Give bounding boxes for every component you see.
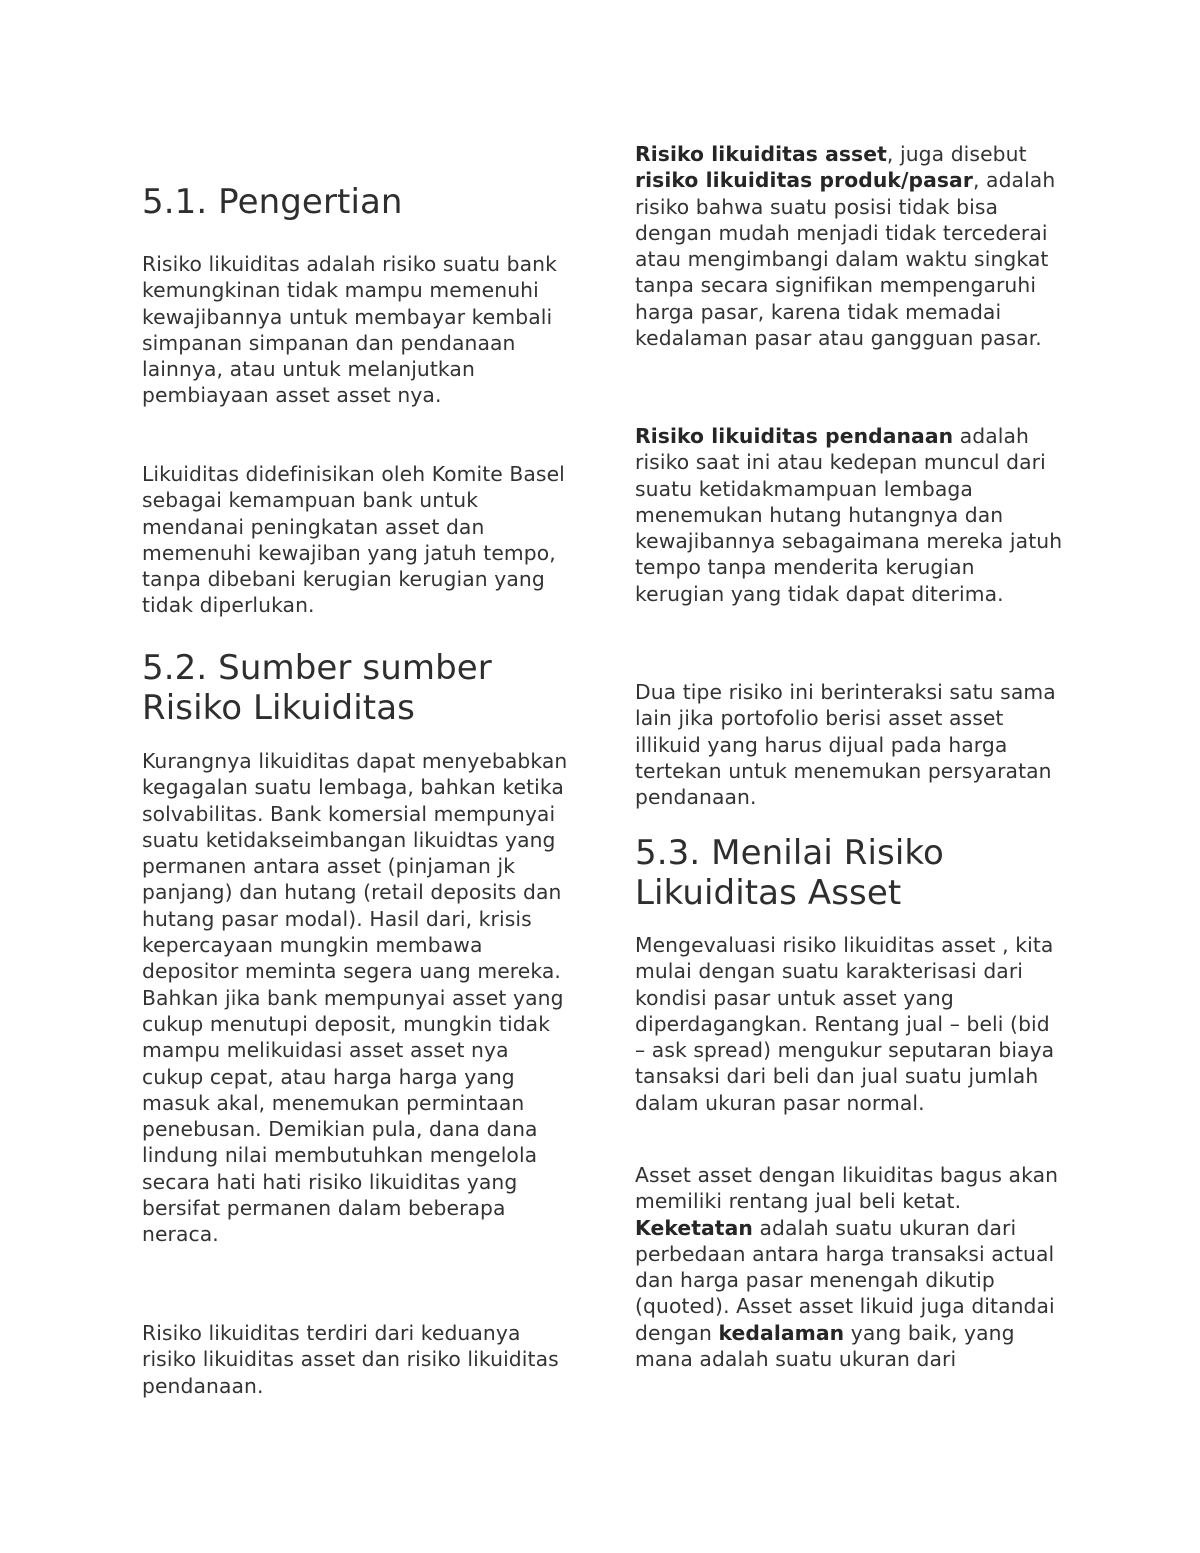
section-5-3-paragraph-2 — [635, 1162, 1063, 1372]
funding-liquidity-risk-term: Risiko likuiditas pendanaan — [635, 424, 954, 448]
section-5-2-paragraph-2: Risiko likuiditas terdiri dari keduanya risiko likuiditas asset dan risiko likuiditas pendanaan. — [142, 1321, 559, 1398]
funding-liquidity-risk-paragraph — [635, 423, 1063, 607]
tightness-term: Keketatan — [635, 1215, 753, 1240]
depth-term: kedalaman — [718, 1320, 845, 1345]
asset-liquidity-risk-paragraph — [635, 141, 1063, 351]
asset-liquidity-risk-text-2: , adalah risiko bahwa suatu posisi tidak bisa dengan mudah menjadi tidak tercederai atau mengimbangi dalam waktu singkat tanpa secara signifikan mempengaruhi harga pasar, karena tidak memadai kedalaman pasar atau gangguan pasar. — [635, 168, 1056, 351]
funding-liquidity-risk-text: adalah risiko saat ini atau kedepan muncul dari suatu ketidakmampuan lembaga menemukan hutang hutangnya dan kewajibannya sebagaimana mereka jatuh tempo tanpa menderita kerugian kerugian yang tidak dapat diterima. — [635, 424, 1063, 606]
section-5-1-paragraph-1: Risiko likuiditas adalah risiko suatu bank kemungkinan tidak mampu memenuhi kewajibannya untuk membayar kembali simpanan simpanan dan pendanaan lainnya, atau untuk melanjutkan pembiayaan asset asset nya. — [142, 252, 557, 408]
risk-interaction-paragraph: Dua tipe risiko ini berinteraksi satu sama lain jika portofolio berisi asset asset illikuid yang harus dijual pada harga tertekan untuk menemukan persyaratan pendanaan. — [635, 680, 1056, 810]
product-market-liquidity-risk-term: risiko likuiditas produk/pasar — [635, 168, 973, 193]
section-5-3-p2-text-3: yang baik, yang mana adalah suatu ukuran dari — [635, 1320, 1015, 1372]
section-5-3-heading: 5.3. Menilai Risiko Likuiditas Asset — [635, 833, 944, 913]
section-5-3-p2-text-1: Asset asset dengan likuiditas bagus akan memiliki rentang jual beli ketat. — [635, 1163, 1059, 1214]
asset-liquidity-risk-text-1: , juga disebut — [886, 142, 1027, 166]
section-5-3-p2-text-2: adalah suatu ukuran dari perbedaan antara harga transaksi actual dan harga pasar menengah dikutip (quoted). Asset asset likuid juga ditandai dengan — [635, 1215, 1055, 1345]
section-5-2-paragraph-1: Kurangnya likuiditas dapat menyebabkan kegagalan suatu lembaga, bahkan ketika solvabilitas. Bank komersial mempunyai suatu ketidakseimbangan likuidtas yang permanen antara asset (pinjaman jk panjang) dan hutang (retail deposits dan hutang pasar modal). Hasil dari, krisis kepercayaan mungkin membawa depositor meminta segera uang mereka. Bahkan jika bank mempunyai asset yang cukup menutupi deposit, mungkin tidak mampu melikuidasi asset asset nya cukup cepat, atau harga harga yang masuk akal, menemukan permintaan penebusan. Demikian pula, dana dana lindung nilai membutuhkan mengelola secara hati hati risiko likuiditas yang bersifat permanen dalam beberapa neraca. — [142, 749, 568, 1247]
section-5-2-heading: 5.2. Sumber sumber Risiko Likuiditas — [142, 648, 492, 728]
asset-liquidity-risk-term: Risiko likuiditas asset — [635, 142, 887, 166]
section-5-1-heading: 5.1. Pengertian — [142, 182, 403, 222]
section-5-3-paragraph-1: Mengevaluasi risiko likuiditas asset , kita mulai dengan suatu karakterisasi dari kondisi pasar untuk asset yang diperdagangkan. Rentang jual – beli (bid – ask spread) mengukur seputaran biaya tansaksi dari beli dan jual suatu jumlah dalam ukuran pasar normal. — [635, 933, 1055, 1115]
section-5-1-paragraph-2: Likuiditas didefinisikan oleh Komite Basel sebagai kemampuan bank untuk mendanai peningkatan asset dan memenuhi kewajiban yang jatuh tempo, tanpa dibebani kerugian kerugian yang tidak diperlukan. — [142, 462, 565, 618]
